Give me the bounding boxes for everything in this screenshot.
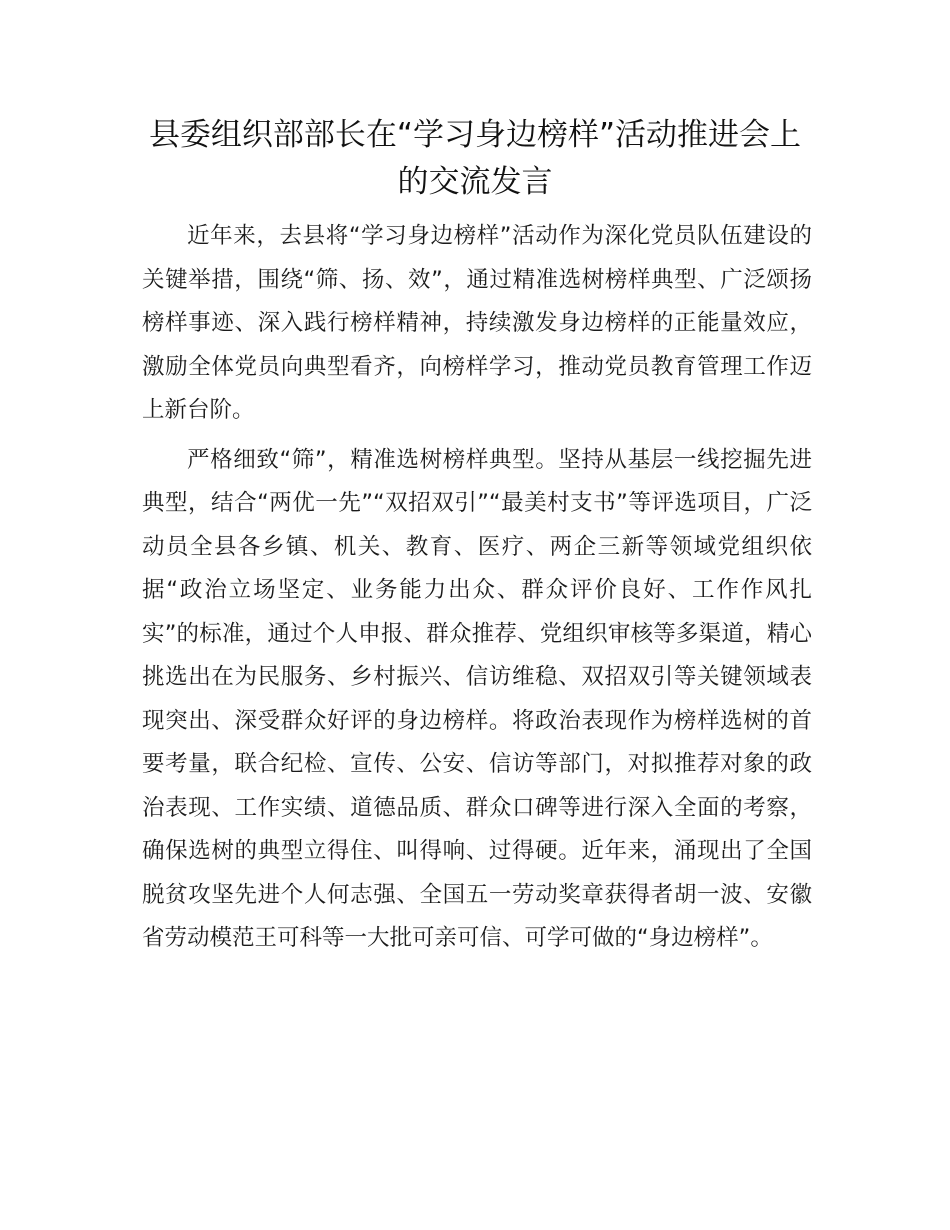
document-title: 县委组织部部长在“学习身边榜样”活动推进会上的交流发言 [148,117,802,200]
paragraph-intro: 近年来，去县将“学习身边榜样”活动作为深化党员队伍建设的关键举措，围绕“筛、扬、效”，通过精准选树榜样典型、广泛颂扬榜样事迹、深入践行榜样精神，持续激发身边榜样的正能量效应，激励全体党员向典型看齐，向榜样学习，推动党员教育管理工作迈上新台阶。 [142,223,812,423]
paragraph-selection: 严格细致“筛”，精准选树榜样典型。坚持从基层一线挖掘先进典型，结合“两优一先”“双招双引”“最美村支书”等评选项目，广泛动员全县各乡镇、机关、教育、医疗、两企三新等领域党组织依据“政治立场坚定、业务能力出众、群众评价良好、工作作风扎实”的标准，通过个人申报、群众推荐、党组织审核等多渠道，精心挑选出在为民服务、乡村振兴、信访维稳、双招双引等关键领域表现突出、深受群众好评的身边榜样。将政治表现作为榜样选树的首要考量，联合纪检、宣传、公安、信访等部门，对拟推荐对象的政治表现、工作实绩、道德品质、群众口碑等进行深入全面的考察，确保选树的典型立得住、叫得响、过得硬。近年来，涌现出了全国脱贫攻坚先进个人何志强、全国五一劳动奖章获得者胡一波、安徽省劳动模范王可科等一大批可亲可信、可学可做的“身边榜样”。 [142,446,812,951]
document-body [142,215,812,961]
